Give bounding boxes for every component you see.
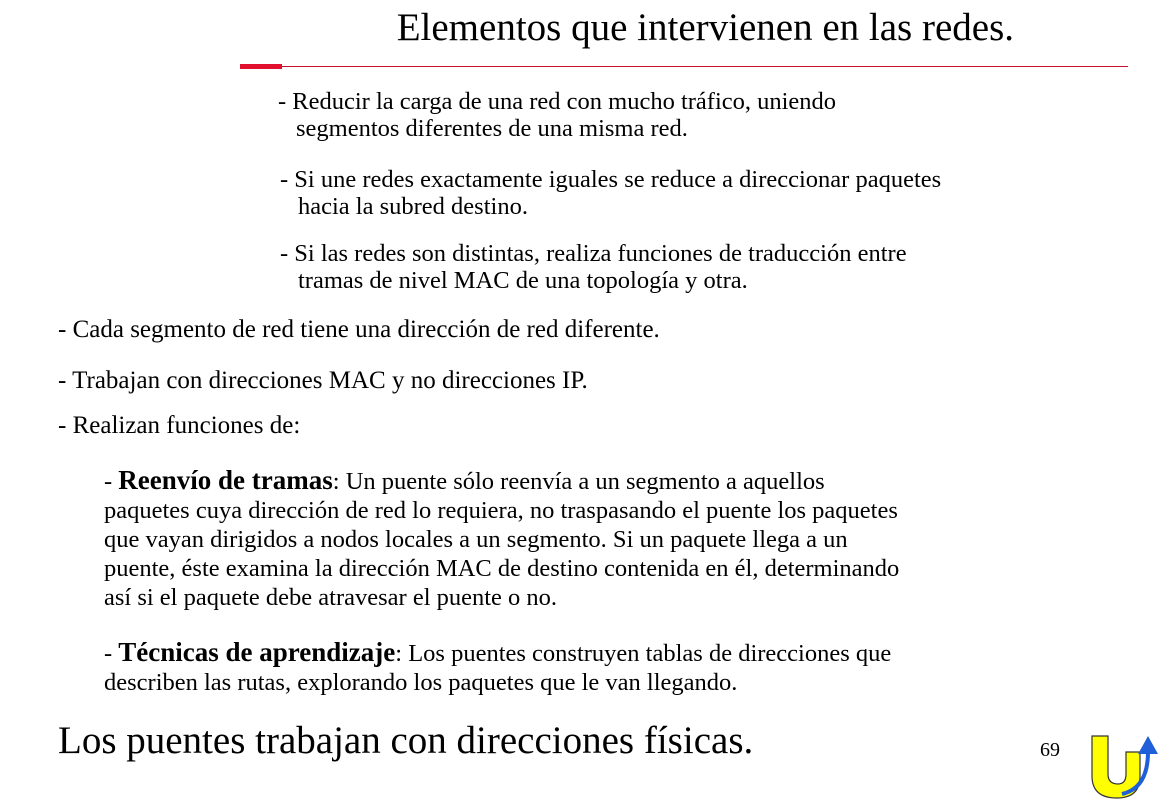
main-point: - Cada segmento de red tiene una dirección de red diferente. xyxy=(58,316,660,343)
title-underline xyxy=(240,66,1128,67)
slide-title: Elementos que intervienen en las redes. xyxy=(396,6,1014,49)
sub-point-line1: - Reducir la carga de una red con mucho tráfico, uniendo xyxy=(278,88,837,115)
sub-point-line1: - Si une redes exactamente iguales se reduce a direccionar paquetes xyxy=(280,166,942,193)
page-number: 69 xyxy=(1040,739,1060,761)
function-term: Reenvío de tramas xyxy=(118,465,333,495)
function-first-line xyxy=(104,638,891,668)
return-arrow-icon[interactable] xyxy=(1082,722,1160,800)
function-line: describen las rutas, explorando los paquetes que le van llegando. xyxy=(104,669,738,696)
title-accent-bar xyxy=(240,64,282,69)
sub-point-line2: hacia la subred destino. xyxy=(298,193,528,220)
function-text: Un puente sólo reenvía a un segmento a aquellos xyxy=(339,468,825,495)
function-line: paquetes cuya dirección de red lo requiera, no traspasando el puente los paquetes xyxy=(104,497,898,524)
function-line: que vayan dirigidos a nodos locales a un segmento. Si un paquete llega a un xyxy=(104,526,848,553)
conclusion-text: Los puentes trabajan con direcciones físicas. xyxy=(58,719,754,762)
sub-point xyxy=(278,88,836,142)
function-item-aprendizaje xyxy=(104,638,891,697)
function-dash: - xyxy=(104,468,119,495)
main-point: - Realizan funciones de: xyxy=(58,412,301,439)
sub-point xyxy=(280,166,941,220)
sub-point-line2: segmentos diferentes de una misma red. xyxy=(296,115,688,142)
function-item-reenvio xyxy=(104,466,899,612)
function-first-line xyxy=(104,466,899,496)
sub-point-line2: tramas de nivel MAC de una topología y otra. xyxy=(298,267,748,294)
main-point: - Trabajan con direcciones MAC y no direcciones IP. xyxy=(58,367,588,394)
function-line: puente, éste examina la dirección MAC de destino contenida en él, determinando xyxy=(104,555,900,582)
sub-point xyxy=(280,240,907,294)
function-line: así si el paquete debe atravesar el puente o no. xyxy=(104,584,558,611)
nav-arrow-head xyxy=(1138,736,1158,754)
function-colon: : xyxy=(332,468,340,495)
function-colon: : xyxy=(395,640,403,667)
function-text: Los puentes construyen tablas de direcciones que xyxy=(402,640,892,667)
function-term: Técnicas de aprendizaje xyxy=(118,637,396,667)
function-dash: - xyxy=(104,640,119,667)
sub-point-line1: - Si las redes son distintas, realiza funciones de traducción entre xyxy=(280,240,907,267)
